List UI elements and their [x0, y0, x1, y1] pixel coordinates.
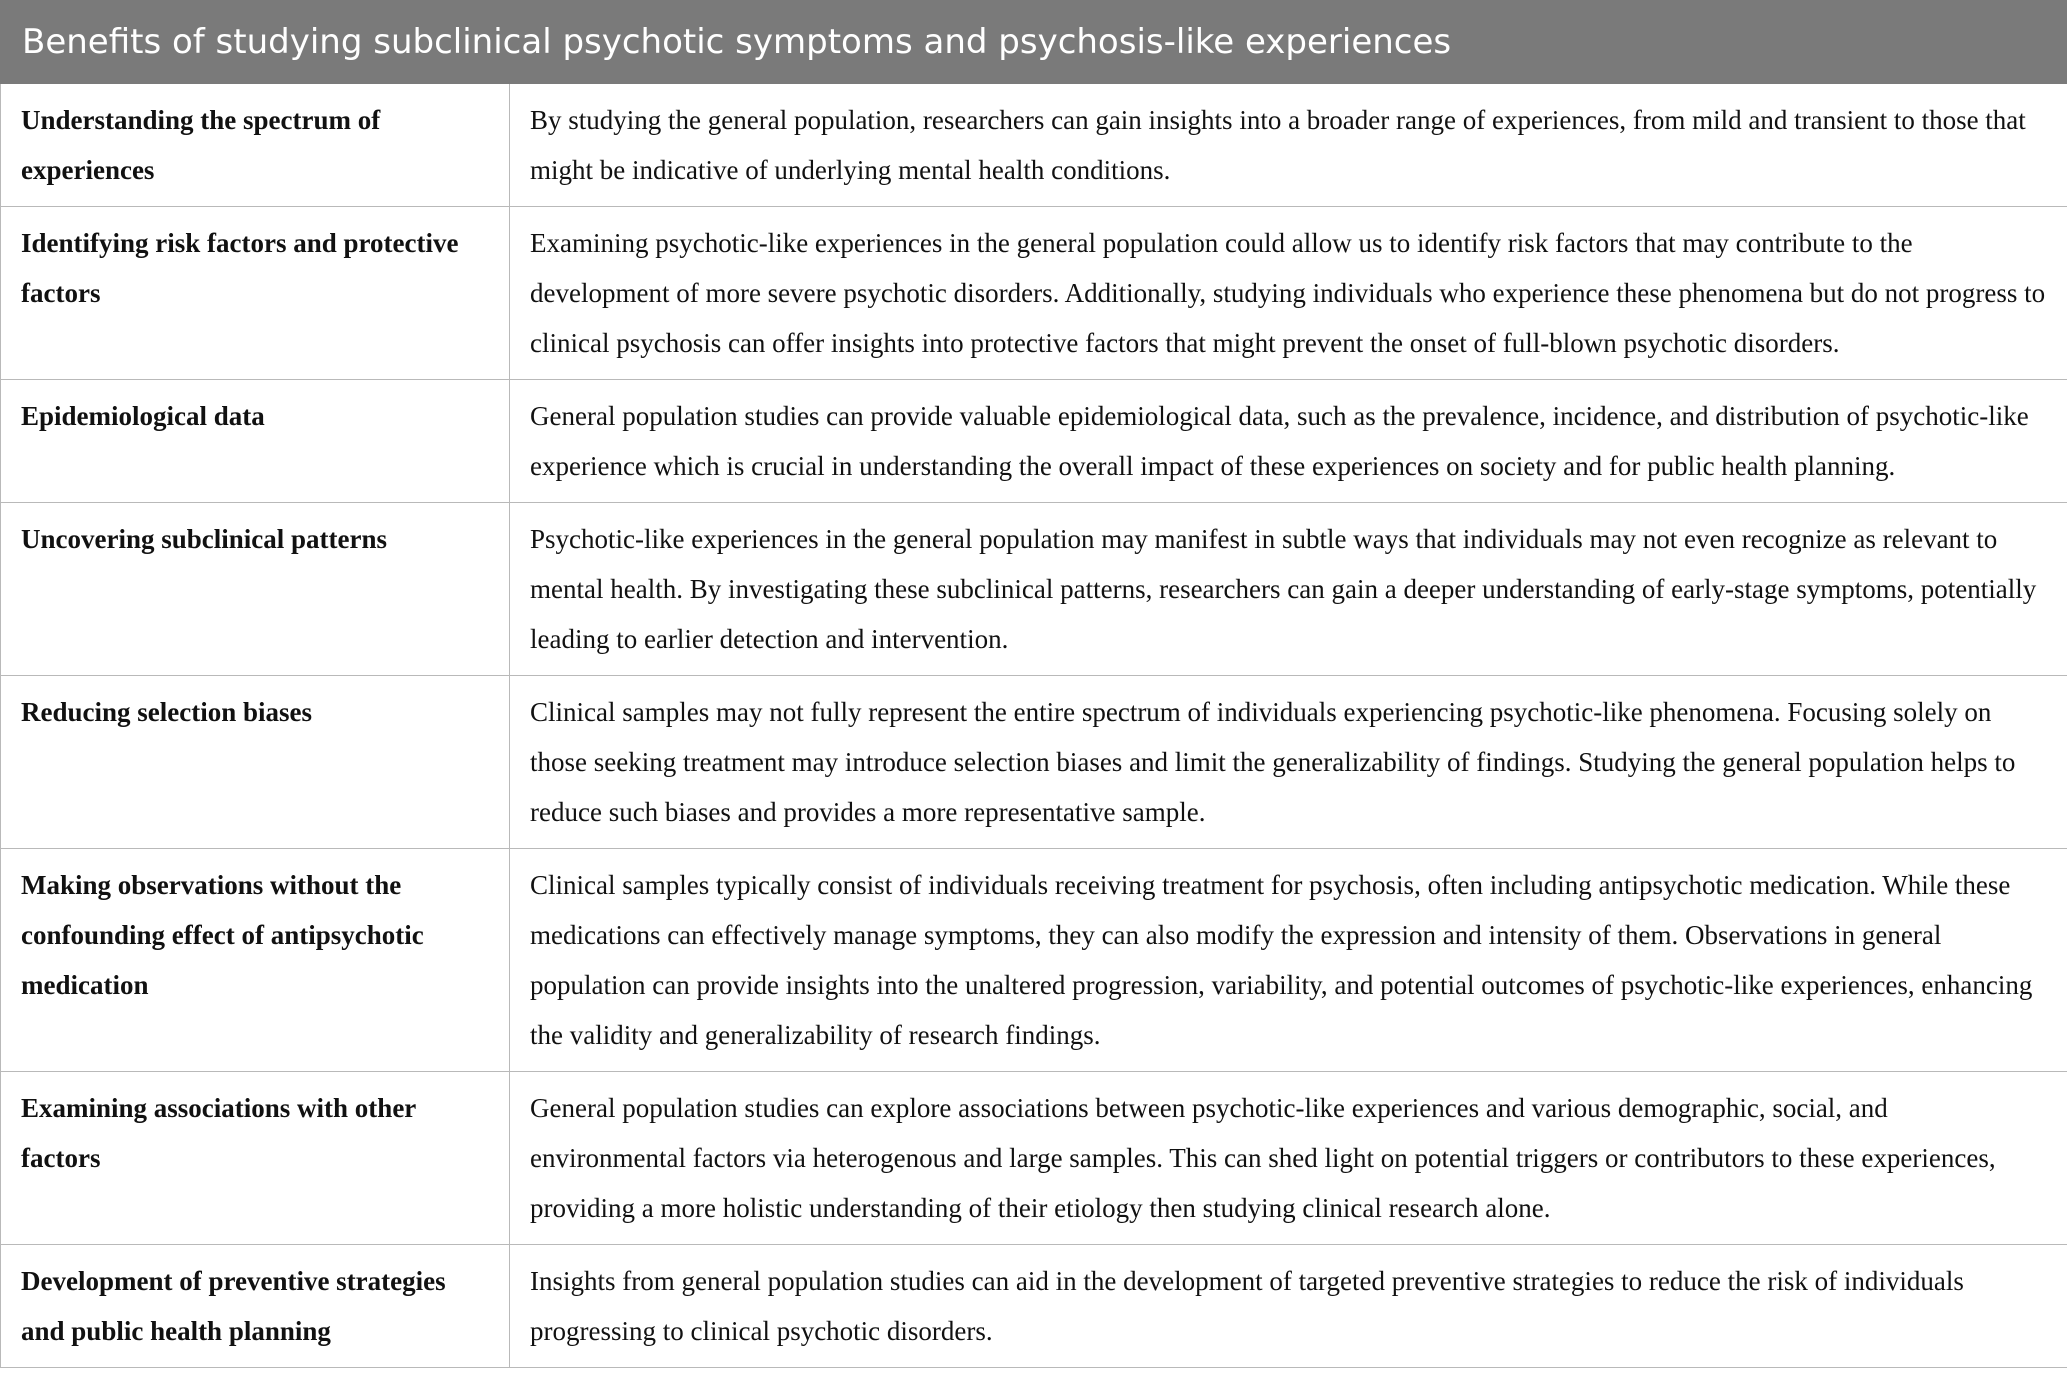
benefit-description: General population studies can explore associations between psychotic-like experiences and various demographic, social, and environmental factors via heterogenous and large samples. This can shed light on potential triggers or contributors to these experiences, providing a more holistic understanding of their etiology then studying clinical research alone.: [510, 1072, 2067, 1245]
benefit-description: By studying the general population, researchers can gain insights into a broader range of experiences, from mild and transient to those that might be indicative of underlying mental health conditions.: [510, 84, 2067, 207]
benefit-label: Understanding the spectrum of experiences: [1, 84, 510, 207]
table-row: [1, 503, 2067, 676]
table-row: [1, 84, 2067, 207]
benefit-label: Epidemiological data: [1, 380, 510, 503]
benefit-description: Psychotic-like experiences in the general population may manifest in subtle ways that individuals may not even recognize as relevant to mental health. By investigating these subclinical patterns, researchers can gain a deeper understanding of early-stage symptoms, potentially leading to earlier detection and intervention.: [510, 503, 2067, 676]
table-row: [1, 207, 2067, 380]
benefit-label: Making observations without the confounding effect of antipsychotic medication: [1, 849, 510, 1072]
benefits-grid: [0, 84, 2067, 1368]
benefit-description: Clinical samples may not fully represent the entire spectrum of individuals experiencing psychotic-like phenomena. Focusing solely on those seeking treatment may introduce selection biases and limit the generalizability of findings. Studying the general population helps to reduce such biases and provides a more representative sample.: [510, 676, 2067, 849]
table-row: [1, 849, 2067, 1072]
benefit-label: Reducing selection biases: [1, 676, 510, 849]
table-row: [1, 676, 2067, 849]
table-title: Benefits of studying subclinical psychotic symptoms and psychosis-like experiences: [0, 0, 2067, 84]
benefit-label: Development of preventive strategies and public health planning: [1, 1245, 510, 1368]
benefit-label: Uncovering subclinical patterns: [1, 503, 510, 676]
table-row: [1, 1245, 2067, 1368]
table-row: [1, 1072, 2067, 1245]
benefit-description: Examining psychotic-like experiences in the general population could allow us to identify risk factors that may contribute to the development of more severe psychotic disorders. Additionally, studying individuals who experience these phenomena but do not progress to clinical psychosis can offer insights into protective factors that might prevent the onset of full-blown psychotic disorders.: [510, 207, 2067, 380]
benefit-description: General population studies can provide valuable epidemiological data, such as the prevalence, incidence, and distribution of psychotic-like experience which is crucial in understanding the overall impact of these experiences on society and for public health planning.: [510, 380, 2067, 503]
benefit-description: Clinical samples typically consist of individuals receiving treatment for psychosis, often including antipsychotic medication. While these medications can effectively manage symptoms, they can also modify the expression and intensity of them. Observations in general population can provide insights into the unaltered progression, variability, and potential outcomes of psychotic-like experiences, enhancing the validity and generalizability of research findings.: [510, 849, 2067, 1072]
table-row: [1, 380, 2067, 503]
benefit-description: Insights from general population studies can aid in the development of targeted preventive strategies to reduce the risk of individuals progressing to clinical psychotic disorders.: [510, 1245, 2067, 1368]
benefit-label: Examining associations with other factors: [1, 1072, 510, 1245]
benefit-label: Identifying risk factors and protective factors: [1, 207, 510, 380]
